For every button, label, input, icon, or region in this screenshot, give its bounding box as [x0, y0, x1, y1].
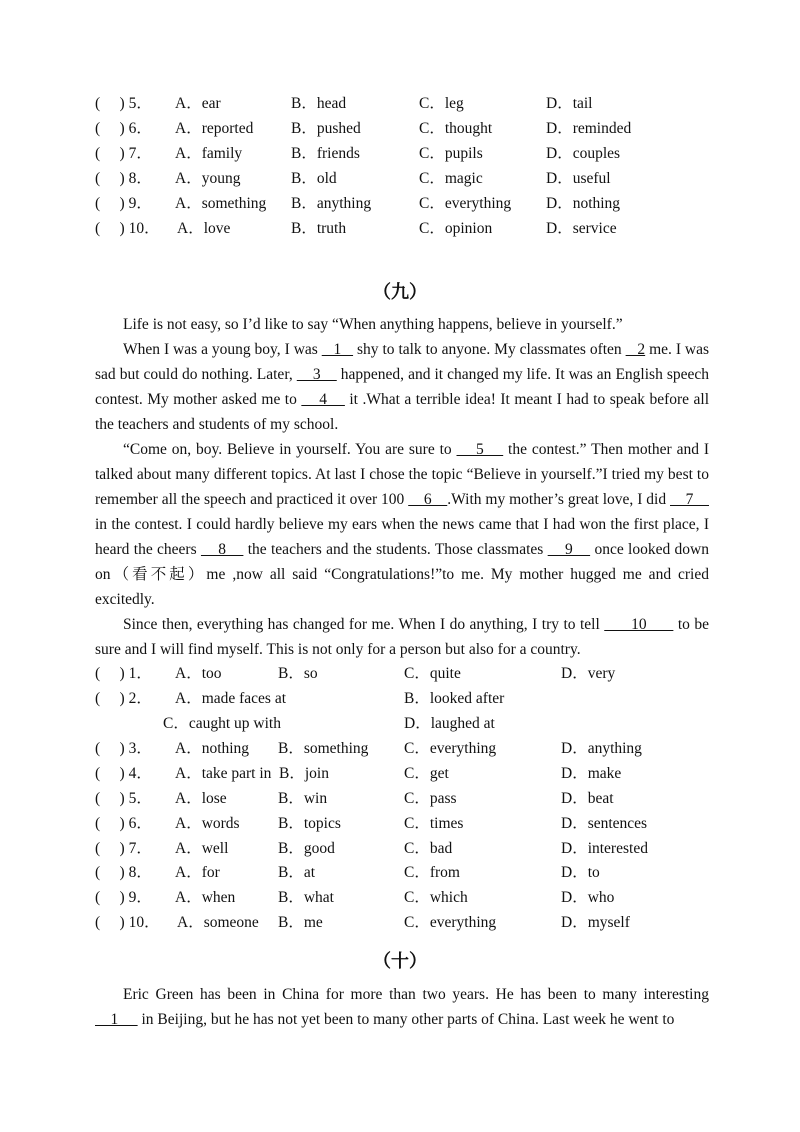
- question-number: ( ) 6．: [95, 120, 152, 137]
- blank-8: 8: [200, 541, 244, 558]
- option-d: D．very: [561, 665, 616, 682]
- question-row: [95, 763, 715, 785]
- option-a: A．made faces at: [175, 690, 287, 707]
- option-d: D．myself: [561, 914, 630, 931]
- option-b: B．me: [278, 914, 323, 931]
- passage-text: “Come on, boy. Believe in yourself. You are sure to: [123, 441, 457, 458]
- question-row-continued: [95, 713, 715, 735]
- question-number: ( ) 9．: [95, 889, 152, 906]
- option-c: C．thought: [419, 120, 493, 137]
- option-d: D．interested: [561, 840, 648, 857]
- option-a: A．when: [175, 889, 236, 906]
- option-a: A．family: [175, 145, 243, 162]
- option-b: B．so: [278, 665, 318, 682]
- option-c: C．caught up with: [163, 715, 281, 732]
- option-d: D．service: [546, 220, 617, 237]
- blank-7: 7: [670, 491, 709, 508]
- option-c: C．from: [404, 864, 460, 881]
- question-row: [95, 912, 715, 934]
- question-row: [95, 738, 715, 760]
- option-b: B．pushed: [291, 120, 361, 137]
- option-c: C．times: [404, 815, 464, 832]
- option-b: B．anything: [291, 195, 372, 212]
- question-row: [95, 193, 715, 215]
- option-c: C．opinion: [419, 220, 493, 237]
- question-row: [95, 813, 715, 835]
- option-d: D．nothing: [546, 195, 621, 212]
- question-number: ( ) 10．: [95, 220, 160, 237]
- passage: [95, 982, 709, 1032]
- option-b: B．join: [279, 765, 329, 782]
- option-a: A．lose: [175, 790, 227, 807]
- blank-10: 10: [604, 616, 674, 633]
- option-a: A．someone: [177, 914, 259, 931]
- option-b: B．old: [291, 170, 337, 187]
- option-a: A．take part in: [175, 765, 272, 782]
- question-number: ( ) 8．: [95, 864, 152, 881]
- passage-text: once looked down on（看不起）me ,now all said “Congratulations!”to me. My mother hugged me and cried excitedly.: [95, 541, 710, 608]
- blank-5: 5: [456, 441, 504, 458]
- passage-text: Life is not easy, so I’d like to say “When anything happens, believe in yourself.”: [123, 316, 623, 333]
- question-number: ( ) 10．: [95, 914, 160, 931]
- option-b: B．something: [278, 740, 369, 757]
- option-b: B．good: [278, 840, 335, 857]
- option-d: D．laughed at: [404, 715, 495, 732]
- option-b: B．friends: [291, 145, 360, 162]
- question-number: ( ) 7．: [95, 840, 152, 857]
- passage-text: in the contest. I could hardly believe my ears when the news came that I had won the first place, I heard the cheers: [95, 516, 709, 558]
- passage-text: Eric Green has been in China for more than two years. He has been to many interesting: [123, 986, 709, 1003]
- option-b: B．truth: [291, 220, 347, 237]
- option-c: C．everything: [419, 195, 512, 212]
- option-b: B．topics: [278, 815, 341, 832]
- option-b: B．at: [278, 864, 316, 881]
- blank-1: _ 1: [95, 1011, 138, 1028]
- question-number: ( ) 5．: [95, 790, 152, 807]
- question-row: [95, 663, 715, 685]
- question-number: ( ) 1．: [95, 665, 152, 682]
- question-row: [95, 93, 715, 115]
- option-c: C．which: [404, 889, 468, 906]
- section-heading: （九）: [373, 282, 427, 303]
- passage-paragraph: [95, 612, 709, 662]
- option-a: A．too: [175, 665, 222, 682]
- option-a: A．nothing: [175, 740, 250, 757]
- question-row: [95, 218, 715, 240]
- option-d: D．tail: [546, 95, 593, 112]
- option-d: D．to: [561, 864, 600, 881]
- question-number: ( ) 9．: [95, 195, 152, 212]
- option-a: A．something: [175, 195, 267, 212]
- passage-text: Since then, everything has changed for me. When I do anything, I try to tell: [123, 616, 605, 633]
- option-d: D．sentences: [561, 815, 648, 832]
- option-a: A．reported: [175, 120, 254, 137]
- option-c: C．pupils: [419, 145, 483, 162]
- section-heading: （十）: [373, 951, 427, 972]
- option-a: A．love: [177, 220, 231, 237]
- option-c: C．pass: [404, 790, 457, 807]
- option-d: D．reminded: [546, 120, 632, 137]
- blank-2: 2: [625, 341, 646, 358]
- passage-text: me. I was sad but could do nothing. Later,: [95, 341, 710, 383]
- passage-text: to be sure and I will find myself. This is not only for a person but also for a country.: [95, 616, 709, 658]
- question-row: [95, 887, 715, 909]
- question-row: [95, 862, 715, 884]
- option-d: D．useful: [546, 170, 611, 187]
- passage-text: the teachers and the students. Those classmates: [243, 541, 548, 558]
- passage-paragraph: [95, 312, 709, 337]
- blank-3: 3: [296, 366, 337, 383]
- blank-1: 1: [321, 341, 354, 358]
- question-number: ( ) 7．: [95, 145, 152, 162]
- passage-text: happened, and it changed my life. It was an English speech contest. My mother asked me to: [95, 366, 710, 408]
- passage-text: .With my mother’s great love, I did: [447, 491, 670, 508]
- option-a: A．ear: [175, 95, 221, 112]
- blank-6: 6: [408, 491, 448, 508]
- passage: [95, 312, 709, 662]
- option-a: A．well: [175, 840, 229, 857]
- option-a: A．young: [175, 170, 241, 187]
- question-number: ( ) 4．: [95, 765, 152, 782]
- question-row: [95, 168, 715, 190]
- option-b: B．head: [291, 95, 347, 112]
- question-row: [95, 788, 715, 810]
- question-number: ( ) 5．: [95, 95, 152, 112]
- option-b: B．looked after: [404, 690, 505, 707]
- option-a: A．words: [175, 815, 240, 832]
- option-d: D．make: [561, 765, 622, 782]
- option-b: B．win: [278, 790, 328, 807]
- option-c: C．everything: [404, 914, 497, 931]
- option-c: C．everything: [404, 740, 497, 757]
- passage-paragraph: [95, 337, 709, 437]
- option-b: B．what: [278, 889, 334, 906]
- question-number: ( ) 2．: [95, 690, 152, 707]
- option-d: D．couples: [546, 145, 621, 162]
- question-number: ( ) 8．: [95, 170, 152, 187]
- question-number: ( ) 3．: [95, 740, 152, 757]
- option-c: C．bad: [404, 840, 453, 857]
- question-number: ( ) 6．: [95, 815, 152, 832]
- passage-text: When I was a young boy, I was: [123, 341, 322, 358]
- question-row: [95, 688, 715, 710]
- option-c: C．leg: [419, 95, 464, 112]
- option-d: D．who: [561, 889, 615, 906]
- passage-text: it .What a terrible idea! It meant I had to speak before all the teachers and students of my school.: [95, 391, 710, 433]
- option-a: A．for: [175, 864, 220, 881]
- option-c: C．magic: [419, 170, 483, 187]
- option-c: C．quite: [404, 665, 461, 682]
- passage-paragraph: [95, 982, 709, 1032]
- option-d: D．beat: [561, 790, 614, 807]
- question-row: [95, 838, 715, 860]
- blank-9: 9: [547, 541, 591, 558]
- option-c: C．get: [404, 765, 449, 782]
- passage-paragraph: [95, 437, 709, 612]
- option-d: D．anything: [561, 740, 642, 757]
- blank-4: 4: [301, 391, 345, 408]
- passage-text: shy to talk to anyone. My classmates often: [353, 341, 626, 358]
- passage-text: the contest.” Then mother and I talked about many different topics. At last I chose the topic “Believe in yourself.”I tried my best to remember all the speech and practiced it over 100: [95, 441, 709, 508]
- question-row: [95, 143, 715, 165]
- passage-text: in Beijing, but he has not yet been to many other parts of China. Last week he went to: [137, 1011, 675, 1028]
- question-row: [95, 118, 715, 140]
